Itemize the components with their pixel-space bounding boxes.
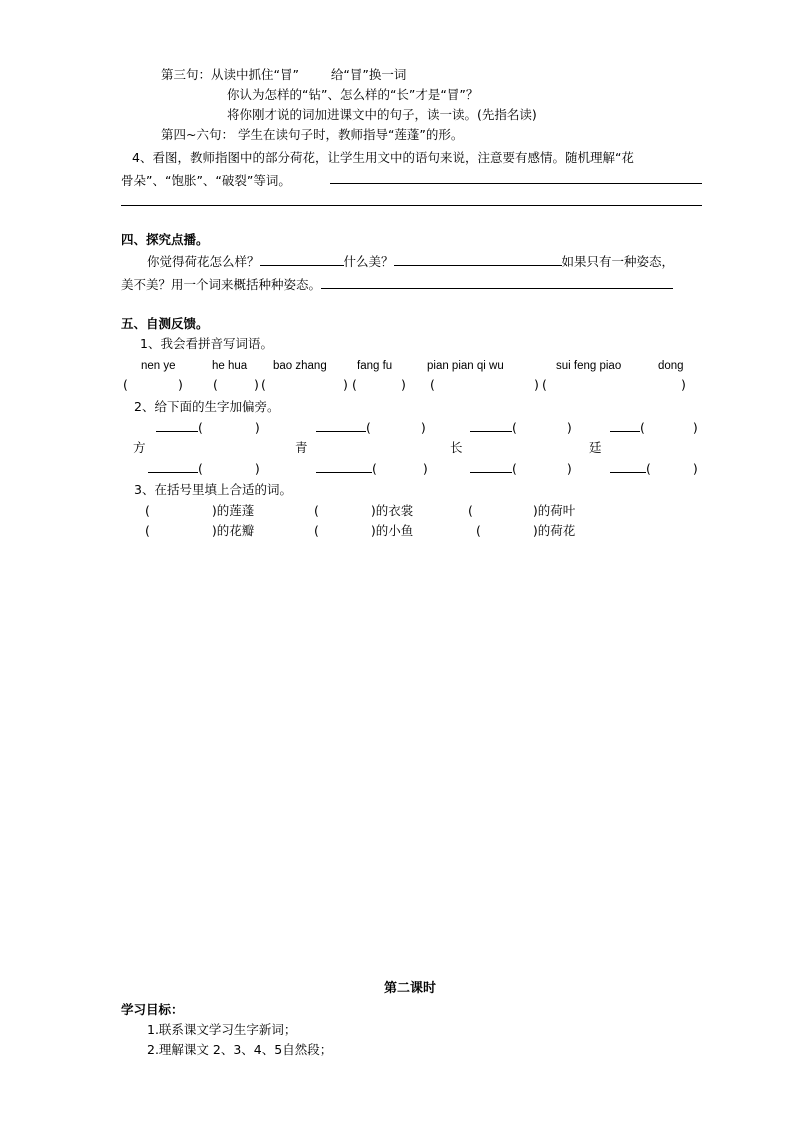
pinyin-4: fang fu (357, 360, 393, 372)
sentence3-instruction: 将你刚才说的词加进课文中的句子，读一读。(先指名读) (227, 107, 537, 122)
answer-blank[interactable] (316, 419, 366, 432)
item4-text: 4、看图，教师指图中的部分荷花，让学生用文中的语句来说，注意要有感情。随机理解“花 (132, 150, 634, 165)
answer-blank[interactable] (321, 276, 673, 289)
sentence3-text-a: 第三句：从读中抓住“冒” (161, 67, 299, 82)
item2-text: 2、给下面的生字加偏旁。 (134, 399, 280, 414)
base-char: 廷 (589, 440, 602, 455)
answer-line[interactable] (330, 183, 702, 184)
answer-blank[interactable] (156, 419, 198, 432)
pinyin-1: nen ye (141, 360, 176, 372)
section4-q-row1 (147, 253, 674, 270)
radical-row-bottom: ( ) (470, 460, 572, 477)
section5-heading: 五、自测反馈。 (121, 316, 209, 331)
radical-row-bottom: ( ) (148, 460, 260, 477)
question-text: 什么美？ (343, 254, 394, 269)
bracket-open: ( (542, 377, 547, 392)
radical-row-bottom: ( ) (610, 460, 698, 477)
sentence3-question: 你认为怎样的“钻”、怎么样的“长”才是“冒”？ (227, 87, 479, 102)
base-char: 长 (450, 440, 463, 455)
fill-item: ( )的荷叶 (468, 503, 576, 518)
bracket-open: ( (123, 377, 128, 392)
radical-row-bottom: ( ) (316, 460, 428, 477)
sentence3-text-b: 给“冒”换一词 (330, 67, 407, 82)
radical-row-top: ( ) (316, 419, 426, 436)
section4-q-row2 (121, 276, 673, 293)
bracket-close: ) (534, 377, 539, 392)
base-char: 青 (295, 440, 308, 455)
base-char: 方 (133, 440, 146, 455)
bracket-open: ( (213, 377, 218, 392)
radical-row-top: ( ) (610, 419, 698, 436)
answer-blank[interactable] (316, 460, 372, 473)
goals-heading: 学习目标： (121, 1002, 184, 1017)
fill-item: ( )的花瓣 (145, 523, 255, 538)
fill-item: ( )的小鱼 (314, 523, 414, 538)
bracket-open: ( (352, 377, 357, 392)
item1-text: 1、我会看拼音写词语。 (140, 336, 273, 351)
bracket-open: ( (261, 377, 266, 392)
answer-blank[interactable] (148, 460, 198, 473)
question-text: 如果只有一种姿态， (561, 254, 675, 269)
goal-2: 2.理解课文 2、3、4、5自然段； (147, 1042, 333, 1057)
question-text: 你觉得荷花怎么样？ (147, 254, 260, 269)
fill-item: ( )的衣裳 (314, 503, 414, 518)
pinyin-5: pian pian qi wu (427, 360, 504, 372)
bracket-close: ) (343, 377, 348, 392)
answer-line[interactable] (121, 205, 702, 206)
fill-item: ( )的荷花 (476, 523, 576, 538)
item4-text-cont: 骨朵”、“饱胀”、“破裂”等词。 (121, 173, 291, 188)
pinyin-6: sui feng piao (556, 360, 622, 372)
radical-row-top: ( ) (156, 419, 260, 436)
answer-blank[interactable] (470, 419, 512, 432)
goal-1: 1.联系课文学习生字新词； (147, 1022, 297, 1037)
sentence3-label (161, 67, 406, 83)
answer-blank[interactable] (610, 460, 646, 473)
answer-blank[interactable] (610, 419, 640, 432)
bracket-open: ( (430, 377, 435, 392)
item3-text: 3、在括号里填上合适的词。 (134, 482, 292, 497)
radical-row-top: ( ) (470, 419, 572, 436)
answer-blank[interactable] (394, 253, 562, 266)
answer-blank[interactable] (260, 253, 344, 266)
bracket-close: ) (178, 377, 183, 392)
pinyin-3: bao zhang (273, 360, 327, 372)
bracket-close: ) (681, 377, 686, 392)
lesson2-title: 第二课时 (384, 981, 437, 996)
fill-item: ( )的莲蓬 (145, 503, 255, 518)
pinyin-7: dong (658, 360, 684, 372)
sentence4-6-text: 第四~六句： 学生在读句子时，教师指导“莲蓬”的形。 (161, 127, 464, 142)
question-text: 美不美？用一个词来概括种种姿态。 (121, 277, 322, 292)
pinyin-2: he hua (212, 360, 248, 372)
bracket-close: ) (401, 377, 406, 392)
bracket-close: ) (254, 377, 259, 392)
answer-blank[interactable] (470, 460, 512, 473)
section4-heading: 四、探究点播。 (121, 232, 209, 247)
